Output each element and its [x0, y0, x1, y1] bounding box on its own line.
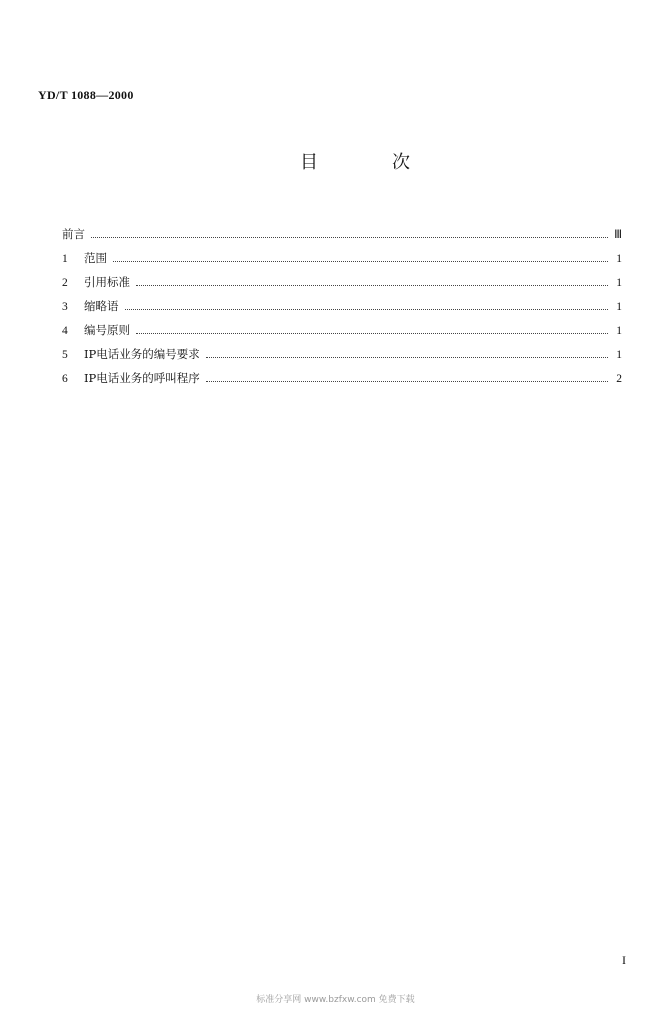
dot-leader — [206, 356, 608, 358]
dot-leader — [125, 308, 609, 310]
toc-entry-number: 2 — [62, 277, 68, 289]
toc-entry-label: IP电话业务的呼叫程序 — [84, 371, 200, 385]
toc-title-char-2: 次 — [392, 152, 410, 173]
toc-entry-label: 编号原则 — [84, 323, 130, 337]
toc-entry-numbering-requirements[interactable] — [62, 346, 622, 370]
toc-entry-number: 6 — [62, 373, 68, 385]
toc-entry-number: 5 — [62, 349, 68, 361]
toc-entry-label: 引用标准 — [84, 275, 130, 289]
dot-leader — [91, 236, 608, 238]
toc-entry-label: 范围 — [84, 251, 107, 265]
toc-entry-label: IP电话业务的编号要求 — [84, 347, 200, 361]
toc-entry-page: 2 — [616, 373, 622, 385]
toc-entry-foreword[interactable] — [62, 226, 622, 250]
toc-title — [300, 148, 410, 174]
toc-entry-page: 1 — [616, 301, 622, 313]
toc-entry-page: 1 — [616, 253, 622, 265]
toc-entry-page: Ⅲ — [614, 229, 622, 241]
toc-entry-page: 1 — [616, 325, 622, 337]
watermark-text: 标准分享网 www.bzfxw.com 免费下载 — [256, 995, 415, 1005]
toc-entry-numbering-principles[interactable] — [62, 322, 622, 346]
toc-entry-number: 3 — [62, 301, 68, 313]
toc-title-char-1: 目 — [300, 152, 318, 173]
document-code: YD/T 1088—2000 — [38, 88, 134, 102]
page-number: I — [622, 953, 626, 967]
toc-entry-abbreviations[interactable] — [62, 298, 622, 322]
toc-entry-label: 缩略语 — [84, 299, 119, 313]
table-of-contents — [62, 226, 622, 394]
toc-entry-number: 4 — [62, 325, 68, 337]
toc-entry-scope[interactable] — [62, 250, 622, 274]
toc-entry-normative-references[interactable] — [62, 274, 622, 298]
dot-leader — [136, 284, 608, 286]
toc-entry-page: 1 — [616, 277, 622, 289]
toc-entry-label: 前言 — [62, 227, 85, 241]
toc-entry-number: 1 — [62, 253, 68, 265]
toc-entry-call-procedure[interactable] — [62, 370, 622, 394]
dot-leader — [136, 332, 608, 334]
dot-leader — [206, 380, 608, 382]
dot-leader — [113, 260, 608, 262]
toc-entry-page: 1 — [616, 349, 622, 361]
